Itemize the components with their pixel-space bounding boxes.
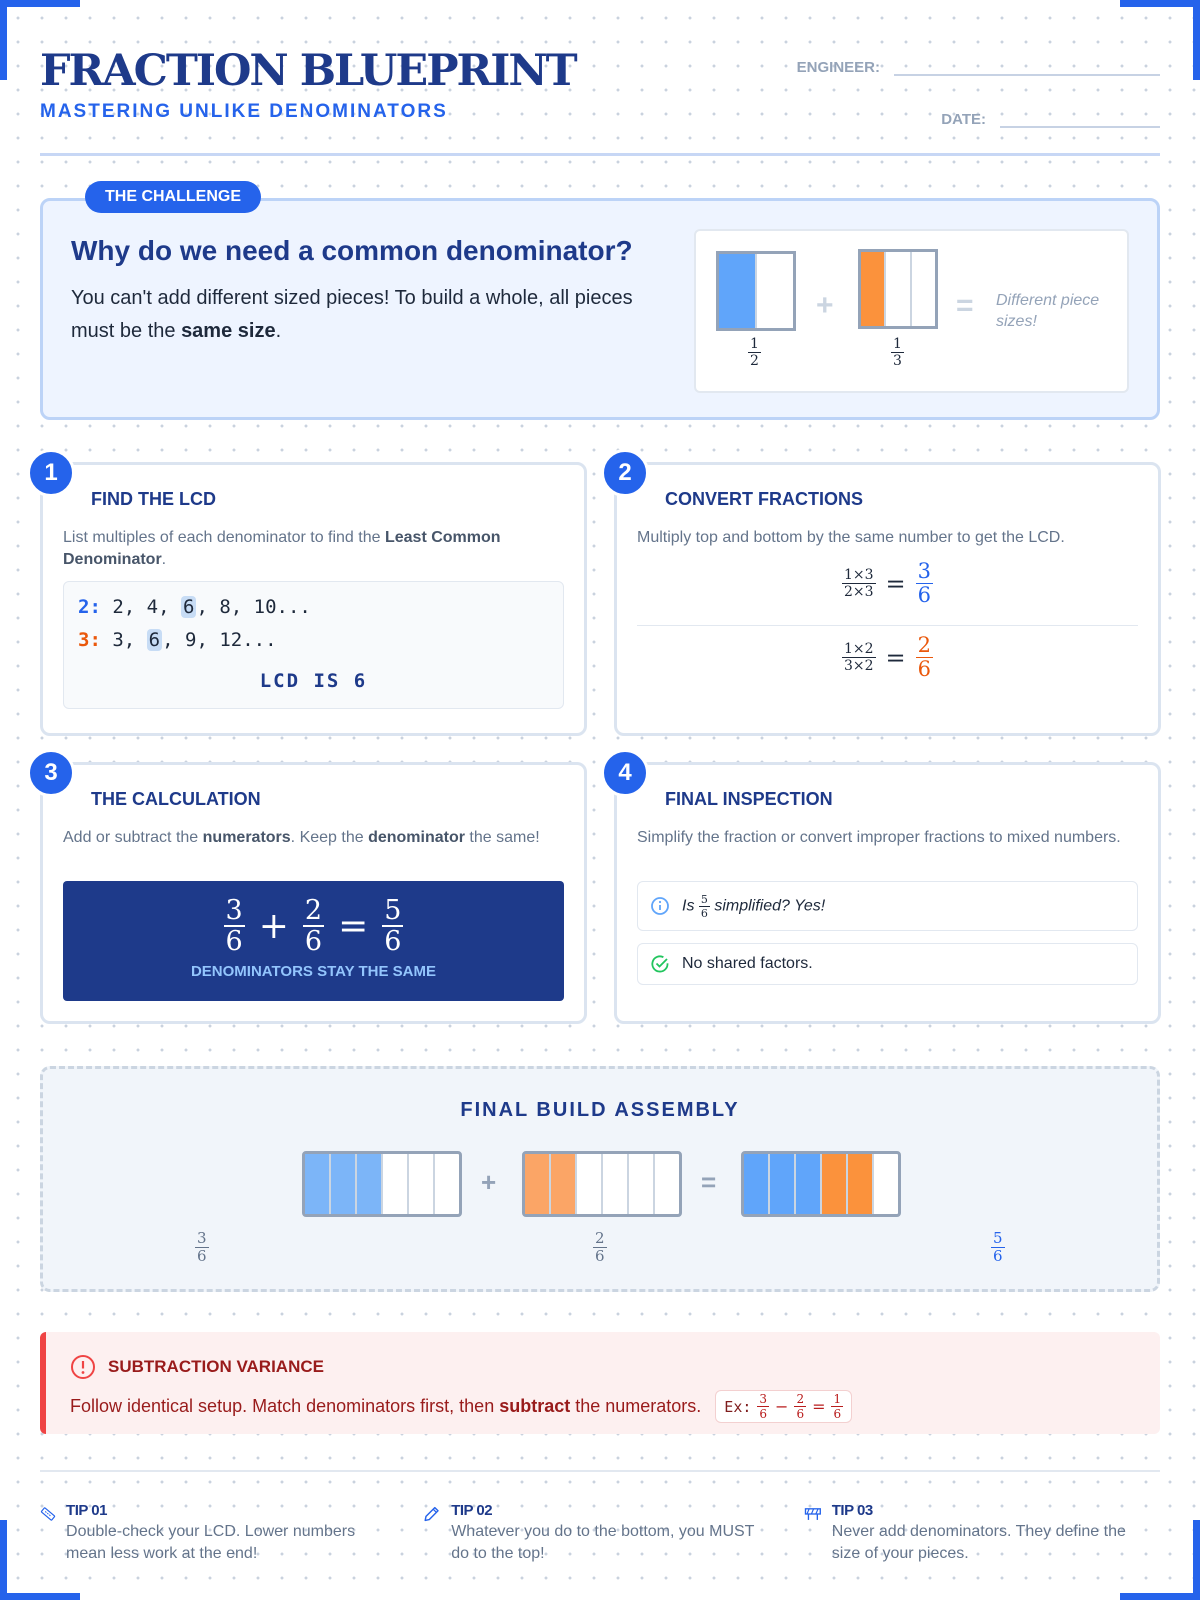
bar-piece-orange xyxy=(848,1154,874,1214)
step-number: 3 xyxy=(27,749,75,797)
bar-piece-blue xyxy=(770,1154,796,1214)
step-title: FIND THE LCD xyxy=(91,489,216,509)
tip-body: Whatever you do to the bottom, you MUST do to the top! xyxy=(451,1523,755,1562)
subtraction-title: SUBTRACTION VARIANCE xyxy=(108,1357,324,1376)
bar-piece-empty xyxy=(874,1154,898,1214)
divider xyxy=(637,625,1138,626)
bar-piece-empty xyxy=(912,252,935,326)
tip-heading: TIP 02 xyxy=(451,1502,493,1519)
bar-piece-empty xyxy=(435,1154,459,1214)
step-description: Simplify the fraction or convert improper fractions to mixed numbers. xyxy=(637,829,1121,846)
bar-piece-empty xyxy=(383,1154,409,1214)
page-subtitle: MASTERING UNLIKE DENOMINATORS xyxy=(40,101,448,122)
third-bar xyxy=(858,249,938,329)
equals-sign: = xyxy=(956,289,974,322)
check-circle-icon xyxy=(650,954,670,974)
step-title: FINAL INSPECTION xyxy=(665,789,833,809)
bar-piece-orange xyxy=(822,1154,848,1214)
bar-piece-filled xyxy=(551,1154,577,1214)
addition-equation: $\frac{3}{6}$ + $\frac{2}{6}$ = $\frac{5}{6}$ xyxy=(225,895,402,957)
bar-piece-empty xyxy=(629,1154,655,1214)
subtraction-example: Ex: $\frac{3}{6}$ − $\frac{2}{6}$ = $\frac{1}{6}$ xyxy=(715,1390,852,1423)
bar-piece-filled xyxy=(525,1154,551,1214)
step-card-inspection xyxy=(614,759,1161,1024)
plus-sign: + xyxy=(816,289,834,322)
assembly-bar-five-sixths xyxy=(741,1151,901,1217)
half-bar xyxy=(716,251,796,331)
fraction-one-half: $\frac{1}{2}$ xyxy=(750,336,759,369)
challenge-panel xyxy=(40,188,1160,420)
step-number: 2 xyxy=(601,449,649,497)
pencil-icon xyxy=(422,1502,441,1526)
step-card-find-lcd xyxy=(40,459,587,736)
tip-body: Double-check your LCD. Lower numbers mean less work at the end! xyxy=(66,1523,356,1562)
lcd-result: LCD IS 6 xyxy=(259,670,368,692)
assembly-fraction-result: $\frac{5}{6}$ xyxy=(993,1229,1003,1265)
bar-piece-empty xyxy=(603,1154,629,1214)
bar-piece-blue xyxy=(744,1154,770,1214)
bar-piece-empty xyxy=(409,1154,435,1214)
step-card-convert xyxy=(614,459,1161,736)
bar-piece-filled xyxy=(357,1154,383,1214)
subtraction-variance-panel xyxy=(40,1332,1160,1434)
challenge-question: Why do we need a common denominator? xyxy=(71,235,633,266)
fraction-one-third: $\frac{1}{3}$ xyxy=(893,336,902,369)
step-title: THE CALCULATION xyxy=(91,789,261,809)
final-build-assembly xyxy=(40,1066,1160,1292)
conversion-row-third: $\frac{1\times 2}{3\times 2}$ = $\frac{2}{6}$ xyxy=(843,633,932,681)
page-title: FRACTION BLUEPRINT xyxy=(40,46,576,96)
inspection-check-simplified: Is $\frac{5}{6}$ simplified? Yes! xyxy=(637,881,1138,931)
bar-piece-blue xyxy=(796,1154,822,1214)
assembly-bar-two-sixths xyxy=(522,1151,682,1217)
ruler-icon xyxy=(40,1502,56,1526)
info-icon xyxy=(650,896,670,916)
assembly-title: FINAL BUILD ASSEMBLY xyxy=(460,1099,740,1121)
challenge-description: You can't add different sized pieces! To build a whole, all pieces must be the same size. xyxy=(71,286,633,342)
tip-02 xyxy=(422,1502,772,1564)
tip-01 xyxy=(40,1502,390,1564)
bar-piece-empty xyxy=(886,252,911,326)
tip-heading: TIP 03 xyxy=(831,1502,873,1519)
date-field xyxy=(941,102,1160,128)
tip-heading: TIP 01 xyxy=(66,1502,107,1519)
engineer-field xyxy=(797,50,1160,76)
bar-piece-empty xyxy=(577,1154,603,1214)
barrier-icon xyxy=(804,1502,822,1526)
alert-circle-icon xyxy=(70,1354,96,1380)
inspection-check-factors: No shared factors. xyxy=(637,943,1138,985)
bar-piece-filled xyxy=(305,1154,331,1214)
assembly-fraction-a: $\frac{3}{6}$ xyxy=(197,1229,207,1265)
assembly-equals: = xyxy=(701,1167,717,1197)
challenge-badge: THE CHALLENGE xyxy=(85,181,261,213)
calculation-box xyxy=(63,881,564,1001)
conversion-row-half: $\frac{1\times 3}{2\times 3}$ = $\frac{3}{6}$ xyxy=(843,559,932,607)
bar-piece-empty xyxy=(655,1154,679,1214)
assembly-bar-three-sixths xyxy=(302,1151,462,1217)
date-line[interactable] xyxy=(1000,102,1160,128)
step-description: Multiply top and bottom by the same number to get the LCD. xyxy=(637,529,1065,546)
bar-piece-empty xyxy=(757,254,793,328)
assembly-plus: + xyxy=(481,1167,497,1197)
bar-piece-filled xyxy=(719,254,757,328)
engineer-label: ENGINEER: xyxy=(796,59,880,76)
calculation-note: DENOMINATORS STAY THE SAME xyxy=(190,963,437,980)
engineer-line[interactable] xyxy=(894,50,1160,76)
multiples-row-2: 2: 2, 4, 6 , 8, 10... xyxy=(78,596,311,618)
step-number: 1 xyxy=(27,449,75,497)
tip-body: Never add denominators. They define the size of your pieces. xyxy=(831,1523,1126,1562)
multiples-box xyxy=(63,581,564,709)
bar-piece-filled xyxy=(861,252,886,326)
tip-03 xyxy=(804,1502,1154,1564)
header xyxy=(40,44,1160,156)
bar-piece-filled xyxy=(331,1154,357,1214)
step-card-calculation xyxy=(40,759,587,1024)
step-number: 4 xyxy=(601,749,649,797)
challenge-visual xyxy=(694,229,1129,393)
date-label: DATE: xyxy=(941,111,986,128)
tips-section xyxy=(40,1470,1160,1562)
step-description: List multiples of each denominator to find the Least Common Denominator. xyxy=(63,529,501,569)
multiples-row-3: 3: 3, 6 , 9, 12... xyxy=(78,629,277,651)
assembly-fraction-b: $\frac{2}{6}$ xyxy=(595,1229,605,1265)
subtraction-text: Follow identical setup. Match denominators first, then subtract the numerators. Ex: $\frac{3}{6}$ − $\frac{2}{6}$ = $\frac{1}{6}$ xyxy=(70,1390,852,1423)
step-title: CONVERT FRACTIONS xyxy=(665,489,863,509)
step-description: Add or subtract the numerators. Keep the denominator the same! xyxy=(63,829,540,846)
different-sizes-note: Different piece sizes! xyxy=(996,292,1100,330)
